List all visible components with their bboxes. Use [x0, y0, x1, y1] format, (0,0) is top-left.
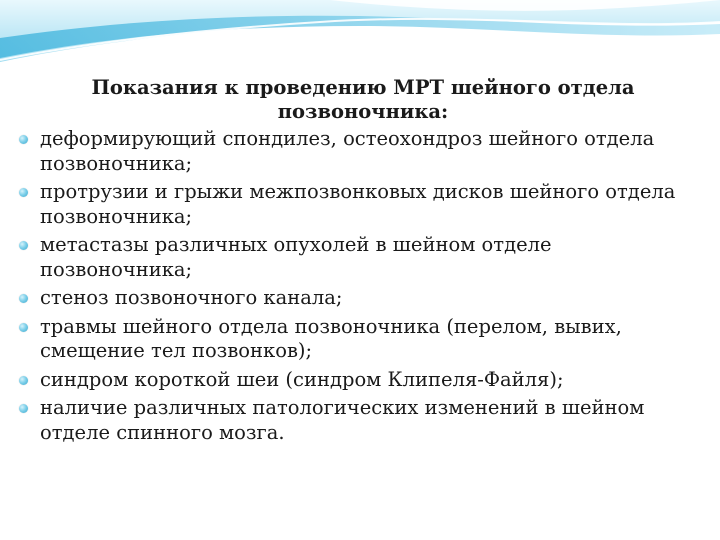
- list-item-text: протрузии и грыжи межпозвонковых дисков шейного отдела позвоночника;: [40, 180, 676, 228]
- list-item: [18, 286, 708, 311]
- list-item: [18, 368, 708, 393]
- list-item-text: наличие различных патологических изменений в шейном отделе спинного мозга.: [40, 396, 645, 444]
- header-wave-decoration: [0, 0, 720, 70]
- bullet-icon: [19, 376, 28, 385]
- list-item: [18, 396, 708, 445]
- bullet-icon: [19, 135, 28, 144]
- list-item-text: метастазы различных опухолей в шейном отделе позвоночника;: [40, 233, 552, 281]
- list-item: [18, 180, 708, 229]
- list-item-text: травмы шейного отдела позвоночника (перелом, вывих, смещение тел позвонков);: [40, 314, 622, 362]
- bullet-icon: [19, 241, 28, 250]
- bullet-icon: [19, 323, 28, 332]
- bullet-icon: [19, 294, 28, 303]
- list-item-text: синдром короткой шеи (синдром Клипеля-Файля);: [40, 367, 564, 391]
- slide-content: [18, 76, 708, 449]
- bullet-icon: [19, 188, 28, 197]
- indications-list: [18, 127, 708, 445]
- list-item-text: стеноз позвоночного канала;: [40, 286, 343, 309]
- bullet-icon: [19, 404, 28, 413]
- list-item: [18, 315, 708, 364]
- list-item-text: деформирующий спондилез, остеохондроз шейного отдела позвоночника;: [40, 127, 655, 175]
- slide-title: Показания к проведению МРТ шейного отдела позвоночника:: [91, 76, 635, 123]
- list-item: [18, 127, 708, 176]
- list-item: [18, 233, 708, 282]
